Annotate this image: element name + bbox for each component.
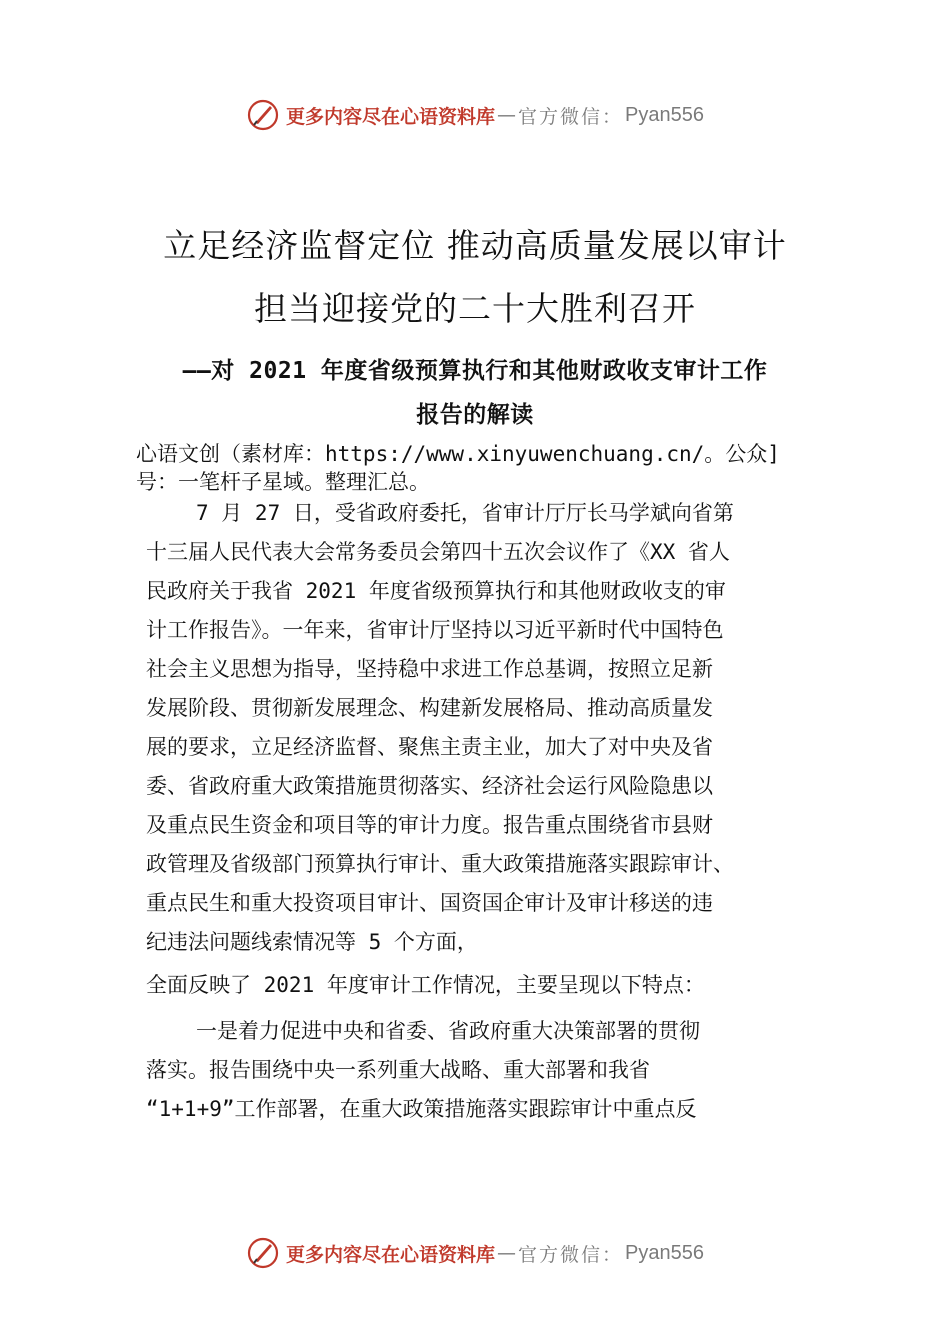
paragraph-line: 重点民生和重大投资项目审计、国资国企审计及审计移送的违 [146,891,713,915]
banner-wechat-id: Pyan556 [625,103,704,126]
paragraph-line: 及重点民生资金和项目等的审计力度。报告重点围绕省市县财 [146,813,713,837]
paragraph-line: 落实。报告围绕中央一系列重大战略、重大部署和我省 [146,1058,650,1082]
paragraph-line: 纪违法问题线索情况等 5 个方面， [146,930,478,954]
paragraph-line: 计工作报告》。一年来，省审计厅坚持以习近平新时代中国特色 [146,618,724,642]
paragraph-line: 政管理及省级部门预算执行审计、重大政策措施落实跟踪审计、 [146,852,734,876]
banner-separator: — [497,104,517,126]
paragraph-line: 全面反映了 2021 年度审计工作情况，主要呈现以下特点： [146,973,705,997]
paragraph-line: 7 月 27 日，受省政府委托，省审计厅厅长马学斌向省第 [196,501,734,525]
header-banner [0,95,950,135]
paragraph-line: 民政府关于我省 2021 年度省级预算执行和其他财政收支的审 [146,579,726,603]
paragraph-line: 展的要求，立足经济监督、聚焦主责主业，加大了对中央及省 [146,735,713,759]
banner-text: 更多内容尽在心语资料库 [286,105,496,128]
source-note-line-2: 号：一笔杆子星域。整理汇总。 [136,470,430,494]
paragraph-line: 一是着力促进中央和省委、省政府重大决策部署的贯彻 [196,1019,700,1043]
paragraph-1 [146,494,846,962]
paragraph-line: 社会主义思想为指导，坚持稳中求进工作总基调，按照立足新 [146,657,713,681]
banner-text: 更多内容尽在心语资料库 [286,1243,496,1266]
banner-wechat-label: 官方微信： [518,105,624,128]
paragraph-line: “1+1+9”工作部署，在重大政策措施落实跟踪审计中重点反 [146,1097,697,1121]
paragraph-line: 委、省政府重大政策措施贯彻落实、经济社会运行风险隐患以 [146,774,713,798]
source-note-line-1: 心语文创（素材库：https://www.xinyuwenchuang.cn/。公众] [136,442,780,466]
document-title-line-2: 担当迎接党的二十大胜利召开 [254,289,696,328]
document-title-line-1: 立足经济监督定位 推动高质量发展以审计 [163,226,787,265]
document-subtitle-line-1: ——对 2021 年度省级预算执行和其他财政收支审计工作 [182,358,768,384]
banner-wechat-id: Pyan556 [625,1241,704,1264]
banner-wechat-label: 官方微信： [518,1243,624,1266]
paragraph-line: 十三届人民代表大会常务委员会第四十五次会议作了《XX 省人 [146,540,730,564]
document-subtitle-line-2: 报告的解读 [416,402,534,428]
paragraph-1-tail [146,966,846,1005]
quill-logo-icon [246,98,280,132]
paragraph-2 [146,1012,846,1129]
paragraph-line: 发展阶段、贯彻新发展理念、构建新发展格局、推动高质量发 [146,696,713,720]
footer-banner [0,1233,950,1273]
quill-logo-icon [246,1236,280,1270]
banner-separator: — [497,1242,517,1264]
